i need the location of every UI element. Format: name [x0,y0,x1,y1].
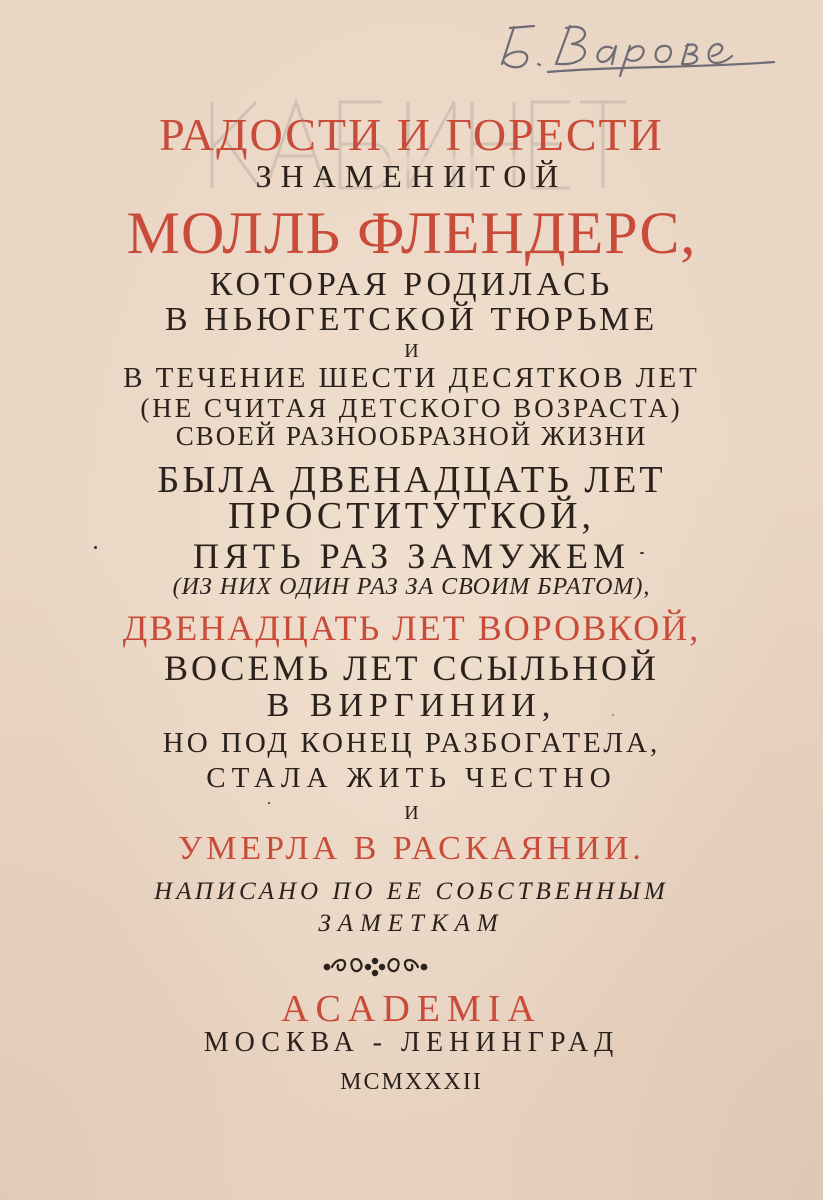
publisher-name: ACADEMIA [281,988,542,1030]
title-line-eight-years-exile: ВОСЕМЬ ЛЕТ ССЫЛЬНОЙ [163,648,660,688]
title-line-famous: ЗНАМЕНИТОЙ [255,158,568,194]
title-line-died-repentant: УМЕРЛА В РАСКАЯНИИ. [178,830,645,867]
title-line-written-from-notes: НАПИСАНО ПО ЕЕ СОБСТВЕННЫМ [154,878,669,905]
title-line-notes: ЗАМЕТКАМ [318,910,505,937]
title-line-prostitute: ПРОСТИТУТКОЙ, [227,495,596,537]
fleuron-ornament [0,950,823,982]
title-line-newgate-prison: В НЬЮГЕТСКОЙ ТЮРЬМЕ [164,301,659,338]
paper-speck [612,714,614,716]
paper-speck [268,802,270,804]
handwritten-signature [488,14,788,78]
paper-speck [640,552,644,554]
publication-cities: МОСКВА - ЛЕНИНГРАД [203,1027,620,1058]
title-line-twelve-years-thief: ДВЕНАДЦАТЬ ЛЕТ ВОРОВКОЙ, [122,608,701,648]
title-line-grew-rich: НО ПОД КОНЕЦ РАЗБОГАТЕЛА, [162,727,661,759]
title-line-five-times-married: ПЯТЬ РАЗ ЗАМУЖЕМ [192,536,630,576]
title-line-sixty-years: В ТЕЧЕНИЕ ШЕСТИ ДЕСЯТКОВ ЛЕТ [123,362,700,394]
title-line-lived-honestly: СТАЛА ЖИТЬ ЧЕСТНО [206,762,617,794]
paper-speck [94,546,97,549]
title-line-brother: (ИЗ НИХ ОДИН РАЗ ЗА СВОИМ БРАТОМ), [172,574,651,600]
title-line-twelve-years: БЫЛА ДВЕНАДЦАТЬ ЛЕТ [157,459,666,501]
title-line-and-2: И [404,802,419,824]
publication-year: MCMXXXII [340,1069,483,1095]
title-line-who-was-born: КОТОРАЯ РОДИЛАСЬ [209,266,614,303]
title-line-joys-and-sorrows: РАДОСТИ И ГОРЕСТИ [159,109,664,160]
title-line-virginia: В ВИРГИНИИ, [266,687,557,724]
title-line-moll-flanders: МОЛЛЬ ФЛЕНДЕРС, [126,200,697,266]
title-line-varied-life: СВОЕЙ РАЗНООБРАЗНОЙ ЖИЗНИ [175,421,648,451]
title-line-not-counting-childhood: (НЕ СЧИТАЯ ДЕТСКОГО ВОЗРАСТА) [140,393,683,423]
title-line-and-1: И [404,340,419,362]
